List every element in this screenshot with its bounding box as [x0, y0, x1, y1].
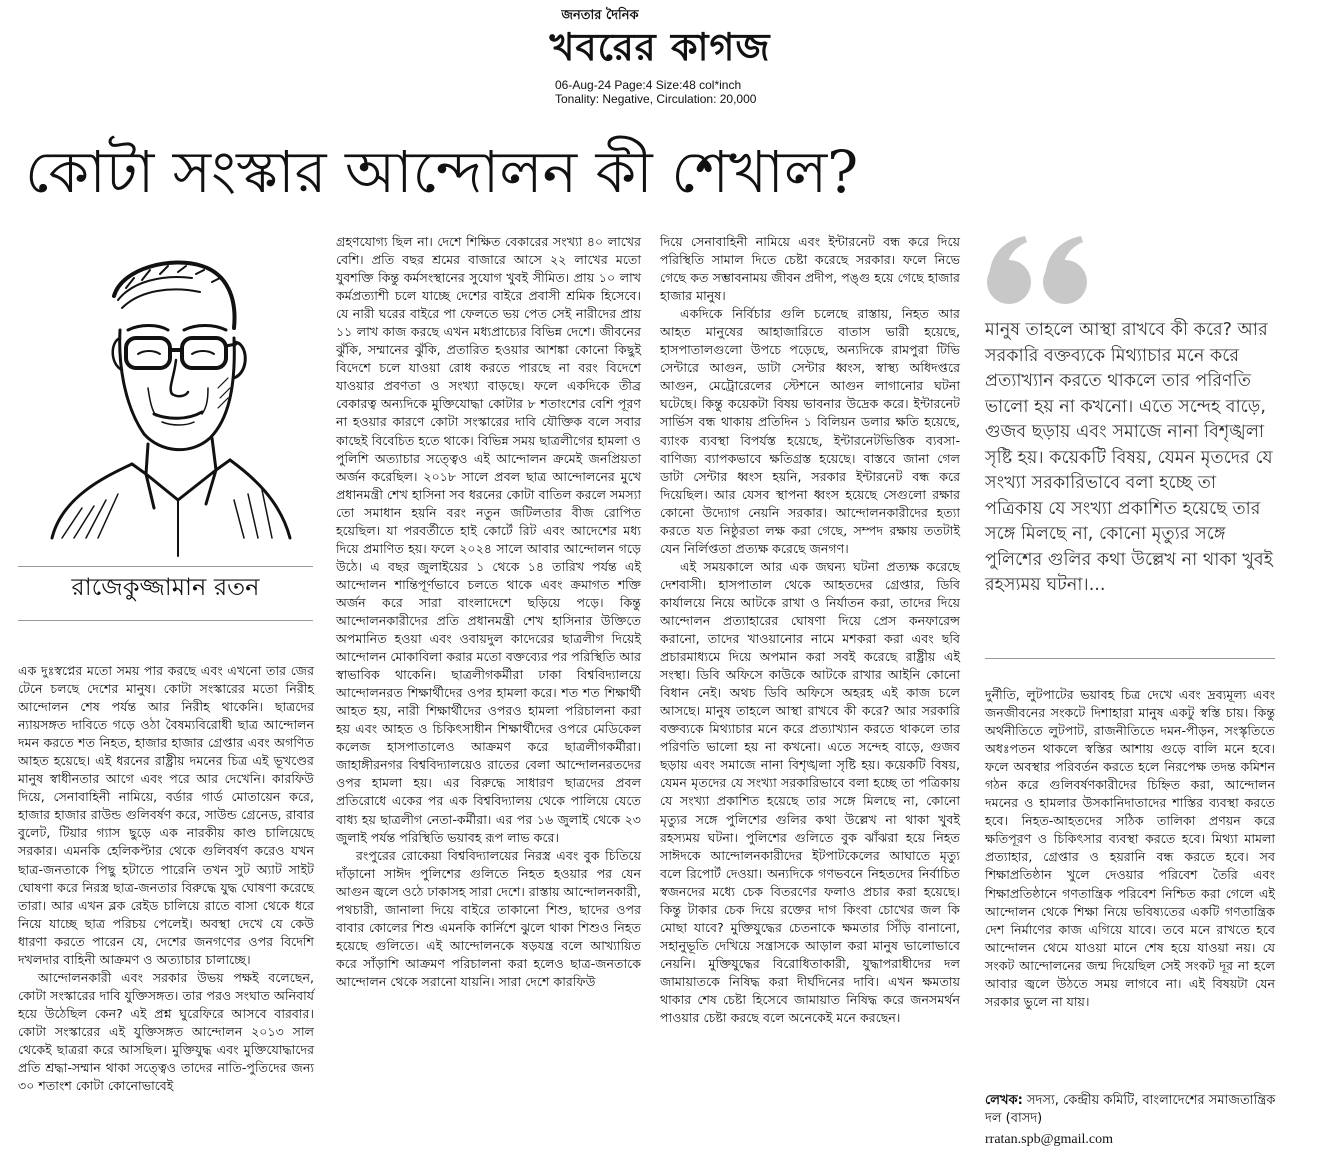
paragraph: দিয়ে সেনাবাহিনী নামিয়ে এবং ইন্টারনেট বন্ধ করে দিয়ে পরিস্থিতি সামাল দিতে চেষ্টা করেছে সরকার। ফলে নিভে গেছে কত সম্ভাবনাময় জীবন প্রদীপ, পঙ্গু হয়ে গেছে হাজার হাজার মানুষ।: [660, 234, 960, 304]
article-column-4: [985, 686, 1275, 1009]
quote-mark-icon: [985, 232, 1105, 312]
writer-designation: সদস্য, কেন্দ্রীয় কমিটি, বাংলাদেশের সমাজতান্ত্রিক দল (বাসদ): [985, 1093, 1276, 1126]
masthead-logo: খবরের কাগজ: [549, 24, 771, 69]
article-column-2: [336, 233, 641, 1154]
author-portrait: [22, 238, 312, 558]
pull-quote-rule: [985, 658, 1275, 659]
clipping-meta-line1: 06-Aug-24 Page:4 Size:48 col*inch: [555, 78, 742, 92]
author-rule-bottom: [18, 620, 313, 621]
author-rule-top: [18, 566, 313, 567]
pull-quote: মানুষ তাহলে আস্থা রাখবে কী করে? আর সরকারি বক্তব্যকে মিথ্যাচার মনে করে প্রত্যাখ্যান করতে থাকলে তার পরিণতি ভালো হয় না কখনো। এতে সন্দেহ বাড়ে, গুজব ছড়ায় এবং সমাজে নানা বিশৃঙ্খলা সৃষ্টি হয়। কয়েকটি বিষয়, যেমন মৃতদের যে সংখ্যা সরকারিভাবে বলা হচ্ছে তা পত্রিকায় যে সংখ্যা প্রকাশিত হয়েছে তার সঙ্গে মিলছে না, কোনো মৃত্যুর সঙ্গে পুলিশের গুলির কথা উল্লেখ না থাকা খুবই রহস্যময় ঘটনা।...: [985, 320, 1273, 595]
article-headline: কোটা সংস্কার আন্দোলন কী শেখাল?: [25, 138, 859, 206]
author-byline: রাজেকুজ্জামান রতন: [71, 573, 260, 601]
article-column-3: [660, 233, 960, 1154]
paragraph: এক দুঃস্বপ্নের মতো সময় পার করছে এবং এখনো তার জের টেনে চলছে দেশের মানুষ। কোটা সংস্কারের মতো নিরীহ আন্দোলন শেষ পর্যন্ত আর নিরীহ থাকেনি। ছাত্রদের ন্যায়সঙ্গত দাবিতে গড়ে ওঠা বৈষম্যবিরোধী ছাত্র আন্দোলন দমন করতে শত নিহত, হাজার হাজার গ্রেপ্তার এবং অগণিত আহত হয়েছে। এই ধরনের রাষ্ট্রীয় দমনের চিত্র এই ভূখণ্ডের মানুষ স্বাধীনতার আগে এবং পরে আর দেখেনি। কারফিউ দিয়ে, সেনাবাহিনী নামিয়ে, বর্ডার গার্ড মোতায়েন করে, হাজার হাজার রাউন্ড গুলিবর্ষণ করে, সাউন্ড গ্রেনেড, রাবার বুলেট, টিয়ার গ্যাস ছুড়ে এক নারকীয় কাণ্ড চালিয়েছে সরকার। এমনকি হেলিকপ্টার থেকে গুলিবর্ষণ করেও যখন ছাত্র-জনতাকে পিছু হটাতে পারেনি তখন সুট অ্যাট সাইট ঘোষণা করে নিরস্ত্র ছাত্র-জনতার বিরুদ্ধে যুদ্ধ ঘোষণা করেছে তারা। আর এখন ব্লক রেইড চালিয়ে রাতে বাসা থেকে ধরে নিয়ে যাচ্ছে ছাত্র পরিচয় পেলেই। অবস্থা দেখে যে কেউ ধারণা করতে পারেন যে, দেশের জনগণের ওপর বিদেশি দখলদার বাহিনী আক্রমণ ও অত্যাচার চালাচ্ছে।: [18, 663, 314, 967]
portrait-sketch-icon: [22, 238, 312, 558]
masthead-tagline: জনতার দৈনিক: [561, 8, 639, 23]
paragraph: এই সময়কালে আর এক জঘন্য ঘটনা প্রত্যক্ষ করেছে দেশবাসী। হাসপাতাল থেকে আহতদের গ্রেপ্তার, ডিবি কার্যালয়ে নিয়ে আটকে রাখা ও নির্যাতন করা, তাদের দিয়ে আন্দোলন প্রত্যাহারের ঘোষণা দিয়ে প্রেস কনফারেন্স করানো, তাদের খাওয়ানোর নামে মশকরা করা এবং ছবি প্রচারমাধ্যমে দিয়ে অপমান করা সবই করেছে রাষ্ট্রীয় এই সংস্থা। ডিবি অফিসে কাউকে আটকে রাখার আইনি কোনো বিধান নেই। অথচ ডিবি অফিসে অহরহ এই কাজ চলে আসছে। মানুষ তাহলে আস্থা রাখবে কী করে? আর সরকারি বক্তব্যকে মিথ্যাচার মনে করে প্রত্যাখ্যান করতে থাকলে তার পরিণতি ভালো হয় না কখনো। এতে সন্দেহ বাড়ে, গুজব ছড়ায় এবং সমাজে নানা বিশৃঙ্খলা সৃষ্টি হয়। কয়েকটি বিষয়, যেমন মৃতদের যে সংখ্যা সরকারিভাবে বলা হচ্ছে তা পত্রিকায় যে সংখ্যা প্রকাশিত হয়েছে তার সঙ্গে মিলছে না, কোনো মৃত্যুর সঙ্গে পুলিশের গুলির কথা উল্লেখ না থাকা খুবই রহস্যময় ঘটনা। পুলিশের গুলিতে বুক ঝাঁঝরা হয়ে নিহত সাঈদকে আন্দোলনকারীদের ইটপাটকেলের আঘাতে মৃত্যু বলে রিপোর্ট দেওয়া। অন্যদিকে গণভবনে নিহতদের নির্বাচিত স্বজনদের মধ্যে চেক বিতরণের ফলাও প্রচার করা হয়েছে। কিন্তু টাকার চেক দিয়ে রক্তের দাগ কিংবা চোখের জল কি মোছা যাবে? মুক্তিযুদ্ধের চেতনাকে ক্ষমতার সিঁড়ি বানানো, সহানুভূতি দেখিয়ে সন্ত্রাসকে আড়াল করা মানুষ ভালোভাবে নেয়নি। মুক্তিযুদ্ধের বিরোধিতাকারী, যুদ্ধাপরাধীদের দল জামায়াতকে নিষিদ্ধ করা দীর্ঘদিনের দাবি। এখন ক্ষমতায় থাকার শেষ চেষ্টা হিসেবে জামায়াত নিষিদ্ধ করে জনসমর্থন পাওয়ার চেষ্টা করছে বলে অনেকেই মনে করছেন।: [660, 558, 960, 1026]
masthead: [0, 0, 1317, 115]
paragraph: রংপুরের রোকেয়া বিশ্ববিদ্যালয়ের নিরস্ত্র এবং বুক চিতিয়ে দাঁড়ানো সাঈদ পুলিশের গুলিতে নিহত হওয়ার পর যেন আগুন জ্বলে ওঠে ঢাকাসহ সারা দেশে। রাস্তায় আন্দোলনকারী, পথচারী, জানালা দিয়ে বাইরে তাকানো শিশু, ছাদের ওপর বাবার কোলের শিশু এমনকি কার্নিশে ঝুলে থাকা শিশুও নিহত হয়েছে গুলিতে। এই আন্দোলনকে ষড়যন্ত্র বলে আখ্যায়িত করে সাঁড়াশি আক্রমণ পরিচালনা করা হলেও ছাত্র-জনতাকে আন্দোলন থেকে সরানো যায়নি। সারা দেশে কারফিউ: [336, 847, 641, 989]
clipping-meta: [555, 78, 815, 106]
article-column-1: [18, 662, 314, 1154]
paragraph: আন্দোলনকারী এবং সরকার উভয় পক্ষই বলেছেন, কোটা সংস্কারের দাবি যুক্তিসঙ্গত। তার পরও সংঘাত অনিবার্য হয়ে উঠেছিল কেন? এই প্রশ্ন ঘুরেফিরে আসবে বারবার। কোটা সংস্কারের এই যুক্তিসঙ্গত আন্দোলন ২০১৩ সাল থেকেই ছাত্ররা করে আসছিল। মুক্তিযুদ্ধ এবং মুক্তিযোদ্ধাদের প্রতি শ্রদ্ধা-সম্মান থাকা সত্ত্বেও তাদের নাতি-পুতিদের জন্য ৩০ শতাংশ কোটা কোনোভাবেই: [18, 969, 314, 1094]
writer-email: rratan.spb@gmail.com: [985, 1132, 1113, 1147]
writer-info: [985, 1092, 1285, 1128]
paragraph: দুর্নীতি, লুটপাটের ভয়াবহ চিত্র দেখে এবং দ্রব্যমূল্য এবং জনজীবনের সংকটে দিশাহারা মানুষ একটু স্বস্তি চায়। কিন্তু অর্থনীতিতে লুটপাট, রাজনীতিতে দমন-পীড়ন, সংস্কৃতিতে অধঃপতন থাকলে স্বস্তির আশায় গুড়ে বালি মনে হবে। ফলে অবস্থার পরিবর্তন করতে হলে নিরপেক্ষ তদন্ত কমিশন গঠন করে গুলিবর্ষণকারীদের চিহ্নিত করা, আন্দোলন দমনের ও হামলার উসকানিদাতাদের শাস্তির ব্যবস্থা করতে হবে। নিহত-আহতদের সঠিক তালিকা প্রণয়ন করে ক্ষতিপূরণ ও চিকিৎসার ব্যবস্থা করতে হবে। মিথ্যা মামলা প্রত্যাহার, গ্রেপ্তার ও হয়রানি বন্ধ করতে হবে। সব শিক্ষাপ্রতিষ্ঠান খুলে দেওয়ার পরিবেশ তৈরি এবং শিক্ষাপ্রতিষ্ঠানে গণতান্ত্রিক পরিবেশ নিশ্চিত করা গেলে এই আন্দোলন থেকে শিক্ষা নিয়ে ভবিষ্যতের একটি গণতান্ত্রিক দেশ নির্মাণের কাজ এগিয়ে যাবে। তবে মনে রাখতে হবে আন্দোলন থেমে যাওয়া মানে শেষ হয়ে যাওয়া নয়। যে সংকট আন্দোলনের জন্ম দিয়েছিল সেই সংকট দূর না হলে আবার জ্বলে উঠতে সময় লাগবে না। এই বিষয়টা যেন সরকার ভুলে না যায়।: [985, 687, 1275, 1009]
paragraph: একদিকে নির্বিচার গুলি চলেছে রাস্তায়, নিহত আর আহত মানুষের আহাজারিতে বাতাস ভারী হয়েছে, হাসপাতালগুলো উপচে পড়েছে, অন্যদিকে রামপুরা টিভি সেন্টারে আগুন, ডাটা সেন্টার ধ্বংস, স্বাস্থ্য অধিদপ্তরে আগুন, মেট্রোরেলের স্টেশনে আগুন লাগানোর ঘটনা ঘটেছে। কিন্তু কয়েকটা বিষয় ভাবনার উদ্রেক করে। ইন্টারনেট সার্ভিস বন্ধ থাকায় প্রতিদিন ১ বিলিয়ন ডলার ক্ষতি হয়েছে, ব্যাংক ব্যবস্থা বিপর্যস্ত হয়েছে, ইন্টারনেটভিত্তিক ব্যবসা-বাণিজ্য ব্যাপকভাবে ক্ষতিগ্রস্ত হয়েছে। বাস্তবে জানা গেল ডাটা সেন্টার ধ্বংস হয়নি, সরকার ইন্টারনেট বন্ধ করে দিয়েছিল। আর যেসব স্থাপনা ধ্বংস হয়েছে সেগুলো রক্ষার কোনো উদ্যোগ নেয়নি সরকার। আন্দোলনকারীদের হত্যা করতে যত নিষ্ঠুরতা লক্ষ করা গেছে, সম্পদ রক্ষায় ততটাই যেন নির্লিপ্ততা প্রত্যক্ষ করেছে জনগণ।: [660, 306, 960, 556]
writer-label: লেখক:: [985, 1093, 1023, 1108]
paragraph: গ্রহণযোগ্য ছিল না। দেশে শিক্ষিত বেকারের সংখ্যা ৪০ লাখের বেশি। প্রতি বছর শ্রমের বাজারে আসে ২২ লাখের মতো যুবশক্তি কিন্তু কর্মসংস্থানের সুযোগ খুবই সীমিত। প্রায় ১০ লাখ কর্মপ্রত্যাশী চলে যাচ্ছে দেশের বাইরে প্রবাসী শ্রমিক হিসেবে। যে নারী ঘরের বাইরে পা ফেলতে ভয় পেত সেই নারীদের প্রায় ১১ লাখ কাজ করছে এখন মধ্যপ্রাচ্যের বিভিন্ন দেশে। জীবনের ঝুঁকি, সম্মানের ঝুঁকি, প্রতারিত হওয়ার আশঙ্কা কোনো কিছুই বিদেশে চলে যাওয়া রোধ করতে পারছে না বরং বিদেশে যাওয়ার প্রবণতা ও সংখ্যা বাড়ছে। ফলে একদিকে তীব্র বেকারত্ব অন্যদিকে মুক্তিযোদ্ধা কোটার ৮ শতাংশের বেশি পূরণ না হওয়ার কারণে কোটা সংস্কারের দাবি যৌক্তিক বলে সবার কাছেই বিবেচিত হতে থাকে। বিভিন্ন সময় ছাত্রলীগের হামলা ও পুলিশি অত্যাচার সত্ত্বেও এই আন্দোলন ক্রমেই জনপ্রিয়তা অর্জন করেছিল। ২০১৮ সালে প্রবল ছাত্র আন্দোলনের মুখে প্রধানমন্ত্রী শেখ হাসিনা সব ধরনের কোটা বাতিল করলে সমস্যা তো সমাধান হয়নি বরং নতুন জটিলতার বীজ রোপিত হয়েছিল। যা পরবর্তীতে হাই কোর্টে রিট এবং আদেশের মধ্য দিয়ে প্রমাণিত হয়। ফলে ২০২৪ সালে আবার আন্দোলন গড়ে উঠে। এ বছর জুলাইয়ের ১ থেকে ১৪ তারিখ পর্যন্ত এই আন্দোলন শান্তিপূর্ণভাবে চলতে থাকে এবং ক্রমাগত শক্তি অর্জন করে সারা বাংলাদেশে ছড়িয়ে পড়ে। কিন্তু আন্দোলনকারীদের প্রতি প্রধানমন্ত্রী শেখ হাসিনার উক্তিতে অপমানিত হওয়া এবং ওবায়দুল কাদেরের ছাত্রলীগ দিয়েই আন্দোলন মোকাবিলা করার মতো বক্তব্যের পর পরিস্থিতি আর স্বাভাবিক থাকেনি। ছাত্রলীগকর্মীরা ঢাকা বিশ্ববিদ্যালয়ে আন্দোলনরত শিক্ষার্থীদের ওপর হামলা করে। শত শত শিক্ষার্থী আহত হয়, নারী শিক্ষার্থীদের ওপরও হামলা পরিচালনা করা হয় এবং আহত ও চিকিৎসাধীন শিক্ষার্থীদের ওপরে মেডিকেল কলেজ হাসপাতালেও আক্রমণ করে ছাত্রলীগকর্মীরা। জাহাঙ্গীরনগর বিশ্ববিদ্যালয়েও রাতের বেলা আন্দোলনরতদের ওপর হামলা হয়। এর বিরুদ্ধে সাধারণ ছাত্রদের প্রবল প্রতিরোধে একের পর এক বিশ্ববিদ্যালয় থেকে পালিয়ে যেতে বাধ্য হয় ছাত্রলীগ নেতা-কর্মীরা। এর পর ১৬ জুলাই থেকে ২৩ জুলাই পর্যন্ত পরিস্থিতি ভয়াবহ রূপ লাভ করে।: [336, 234, 641, 845]
clipping-meta-line2: Tonality: Negative, Circulation: 20,000: [555, 92, 757, 106]
